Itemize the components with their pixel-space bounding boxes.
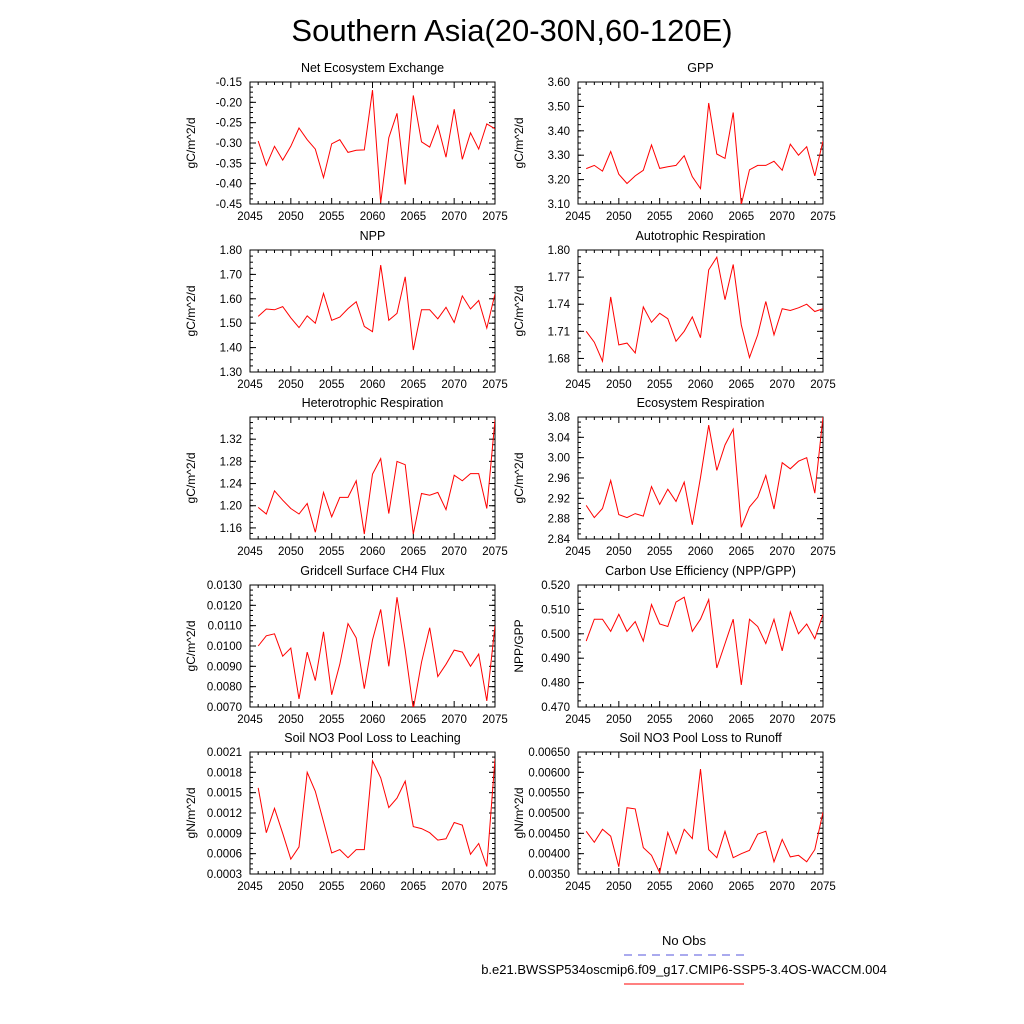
x-tick-label: 2070	[769, 379, 795, 391]
y-tick-label: 0.0130	[206, 580, 242, 592]
y-tick-label: 2.96	[547, 473, 570, 485]
y-tick-label: 1.68	[547, 353, 570, 366]
x-tick-label: 2055	[318, 714, 345, 726]
x-tick-label: 2075	[810, 546, 836, 558]
y-tick-label: 0.00600	[528, 767, 570, 780]
y-tick-label: 1.74	[547, 299, 570, 312]
x-tick-label: 2055	[318, 881, 345, 893]
y-axis-label: gC/m^2/d	[512, 452, 526, 504]
panel-heterotrophic-respiration	[184, 396, 508, 558]
y-tick-label: 1.30	[219, 367, 242, 379]
y-tick-label: 0.0090	[206, 661, 242, 674]
x-tick-label: 2060	[687, 546, 714, 558]
x-tick-label: 2070	[769, 546, 795, 558]
y-tick-label: 3.40	[547, 125, 570, 138]
x-tick-label: 2065	[400, 546, 427, 558]
y-tick-label: 0.0006	[206, 848, 242, 861]
y-tick-label: -0.30	[215, 138, 242, 150]
x-tick-label: 2065	[400, 881, 427, 893]
y-tick-label: -0.15	[215, 77, 242, 89]
x-tick-label: 2075	[810, 379, 836, 391]
y-tick-label: 0.480	[541, 677, 570, 690]
y-tick-label: 1.20	[219, 500, 242, 513]
y-axis-label: NPP/GPP	[512, 619, 526, 673]
y-axis-label: gN/m^2/d	[512, 787, 526, 839]
plot-frame	[578, 585, 823, 707]
x-tick-label: 2075	[482, 211, 508, 223]
y-tick-label: 3.00	[547, 452, 570, 465]
x-tick-label: 2050	[606, 379, 632, 391]
y-tick-label: 0.0021	[206, 747, 242, 759]
y-tick-label: 1.80	[547, 245, 570, 257]
plot-frame	[578, 250, 823, 372]
y-tick-label: 0.0009	[206, 828, 242, 841]
legend-case-label: b.e21.BWSSP534oscmip6.f09_g17.CMIP6-SSP5-3.4OS-WACCM.004	[481, 962, 887, 977]
x-tick-label: 2055	[646, 546, 673, 558]
x-tick-label: 2050	[278, 714, 304, 726]
x-tick-label: 2055	[646, 714, 673, 726]
x-tick-label: 2050	[278, 211, 304, 223]
y-tick-label: 1.24	[219, 478, 242, 491]
x-tick-label: 2050	[606, 881, 632, 893]
x-tick-label: 2065	[728, 881, 755, 893]
plot-frame	[250, 752, 495, 874]
x-tick-label: 2050	[278, 881, 304, 893]
y-tick-label: 0.470	[541, 702, 570, 714]
x-tick-label: 2070	[441, 379, 467, 391]
x-tick-label: 2055	[318, 546, 345, 558]
x-tick-label: 2055	[318, 211, 345, 223]
y-tick-label: 0.00550	[528, 787, 570, 800]
series-line	[258, 759, 495, 867]
series-line	[258, 90, 495, 203]
x-tick-label: 2070	[441, 881, 467, 893]
x-tick-label: 2065	[728, 714, 755, 726]
y-axis-label: gN/m^2/d	[184, 787, 198, 839]
x-tick-label: 2045	[237, 379, 263, 391]
x-tick-label: 2045	[565, 714, 591, 726]
y-tick-label: -0.35	[215, 158, 242, 171]
plot-frame	[250, 585, 495, 707]
y-axis-label: gC/m^2/d	[184, 285, 198, 337]
y-tick-label: 0.520	[541, 580, 570, 592]
y-tick-label: 2.88	[547, 513, 570, 526]
x-tick-label: 2060	[359, 379, 386, 391]
y-tick-label: 0.00500	[528, 808, 570, 820]
panel-ecosystem-respiration	[512, 396, 836, 558]
panel-npp	[184, 229, 508, 391]
x-tick-label: 2045	[565, 881, 591, 893]
y-tick-label: 1.16	[219, 522, 242, 535]
y-tick-label: 0.510	[541, 604, 570, 617]
panels-container	[184, 61, 836, 893]
x-tick-label: 2045	[565, 211, 591, 223]
x-tick-label: 2055	[646, 379, 673, 391]
y-axis-label: gC/m^2/d	[184, 117, 198, 169]
y-tick-label: 3.20	[547, 174, 570, 187]
x-tick-label: 2065	[728, 546, 755, 558]
panel-title: Ecosystem Respiration	[636, 396, 765, 410]
x-tick-label: 2050	[606, 546, 632, 558]
x-tick-label: 2045	[565, 546, 591, 558]
legend-obs-label: No Obs	[661, 933, 707, 948]
x-tick-label: 2075	[482, 881, 508, 893]
x-tick-label: 2070	[441, 714, 467, 726]
plot-frame	[250, 250, 495, 372]
x-tick-label: 2075	[810, 714, 836, 726]
panel-gridcell-surface-ch4-flux	[184, 564, 508, 726]
x-tick-label: 2050	[606, 714, 632, 726]
x-tick-label: 2060	[359, 881, 386, 893]
panel-soil-no3-pool-loss-to-leaching	[184, 731, 508, 893]
y-tick-label: 0.0018	[206, 767, 242, 780]
y-tick-label: 1.50	[219, 318, 242, 331]
y-tick-label: -0.45	[215, 199, 242, 211]
y-tick-label: 0.0003	[206, 869, 242, 881]
x-tick-label: 2070	[441, 546, 467, 558]
y-tick-label: 1.32	[219, 434, 242, 447]
y-tick-label: 3.50	[547, 101, 570, 114]
y-tick-label: -0.40	[215, 178, 242, 191]
y-tick-label: 0.00450	[528, 828, 570, 841]
y-tick-label: 0.490	[541, 653, 570, 666]
y-tick-label: 0.0120	[206, 600, 242, 613]
y-tick-label: 0.0070	[206, 702, 242, 714]
x-tick-label: 2065	[400, 379, 427, 391]
panel-title: Soil NO3 Pool Loss to Leaching	[284, 731, 461, 745]
x-tick-label: 2065	[728, 379, 755, 391]
x-tick-label: 2075	[810, 211, 836, 223]
figure-title: Southern Asia(20-30N,60-120E)	[291, 13, 733, 48]
series-line	[586, 597, 823, 685]
y-tick-label: 0.0100	[206, 641, 242, 653]
x-tick-label: 2060	[687, 881, 714, 893]
series-line	[586, 769, 823, 873]
x-tick-label: 2075	[482, 714, 508, 726]
y-tick-label: 0.0110	[207, 620, 242, 633]
plot-frame	[250, 82, 495, 204]
panel-carbon-use-efficiency-npp-gpp	[512, 564, 836, 726]
x-tick-label: 2045	[237, 211, 263, 223]
panel-autotrophic-respiration	[512, 229, 836, 391]
panel-net-ecosystem-exchange	[184, 61, 508, 223]
y-tick-label: 1.71	[547, 326, 570, 339]
panel-title: Heterotrophic Respiration	[301, 396, 444, 410]
y-axis-label: gC/m^2/d	[184, 452, 198, 504]
x-tick-label: 2050	[278, 546, 304, 558]
x-tick-label: 2050	[606, 211, 632, 223]
panel-title: Soil NO3 Pool Loss to Runoff	[619, 731, 782, 745]
y-tick-label: 3.08	[547, 412, 570, 424]
x-tick-label: 2050	[278, 379, 304, 391]
panel-gpp	[512, 61, 836, 223]
y-tick-label: -0.20	[215, 97, 242, 110]
panel-title: Gridcell Surface CH4 Flux	[300, 564, 445, 578]
y-tick-label: 0.500	[541, 628, 570, 641]
panel-title: Net Ecosystem Exchange	[300, 61, 445, 75]
x-tick-label: 2060	[687, 211, 714, 223]
x-tick-label: 2045	[237, 881, 263, 893]
x-tick-label: 2060	[359, 211, 386, 223]
series-line	[586, 417, 823, 527]
y-tick-label: 2.84	[547, 534, 570, 546]
x-tick-label: 2070	[769, 211, 795, 223]
y-tick-label: 0.00350	[528, 869, 570, 881]
x-tick-label: 2055	[318, 379, 345, 391]
x-tick-label: 2045	[237, 714, 263, 726]
x-tick-label: 2055	[646, 881, 673, 893]
series-line	[258, 597, 495, 709]
y-tick-label: -0.25	[215, 117, 242, 130]
x-tick-label: 2070	[441, 211, 467, 223]
y-tick-label: 1.77	[547, 272, 570, 285]
y-tick-label: 1.80	[219, 245, 242, 257]
x-tick-label: 2060	[687, 714, 714, 726]
y-tick-label: 3.04	[547, 432, 570, 445]
x-tick-label: 2055	[646, 211, 673, 223]
y-tick-label: 3.10	[547, 199, 570, 211]
y-tick-label: 3.30	[547, 150, 570, 163]
series-line	[258, 265, 495, 350]
legend	[481, 933, 887, 984]
x-tick-label: 2075	[810, 881, 836, 893]
y-tick-label: 1.40	[219, 342, 242, 355]
y-tick-label: 0.00650	[528, 747, 570, 759]
y-tick-label: 0.00400	[528, 848, 570, 861]
x-tick-label: 2045	[565, 379, 591, 391]
x-tick-label: 2065	[728, 211, 755, 223]
y-tick-label: 2.92	[547, 493, 570, 506]
panel-soil-no3-pool-loss-to-runoff	[512, 731, 836, 893]
y-axis-label: gC/m^2/d	[184, 620, 198, 672]
x-tick-label: 2075	[482, 546, 508, 558]
y-tick-label: 0.0012	[206, 808, 242, 820]
panel-title: GPP	[687, 61, 714, 75]
x-tick-label: 2060	[687, 379, 714, 391]
x-tick-label: 2070	[769, 714, 795, 726]
y-tick-label: 0.0080	[206, 681, 242, 694]
x-tick-label: 2060	[359, 546, 386, 558]
y-tick-label: 0.0015	[206, 787, 242, 800]
y-axis-label: gC/m^2/d	[512, 117, 526, 169]
x-tick-label: 2065	[400, 211, 427, 223]
y-tick-label: 1.60	[219, 293, 242, 306]
x-tick-label: 2060	[359, 714, 386, 726]
series-line	[586, 103, 823, 205]
panel-title: NPP	[359, 229, 386, 243]
x-tick-label: 2075	[482, 379, 508, 391]
x-tick-label: 2045	[237, 546, 263, 558]
y-tick-label: 1.28	[219, 456, 242, 469]
series-line	[586, 257, 823, 361]
y-tick-label: 1.70	[219, 269, 242, 282]
panel-title: Autotrophic Respiration	[635, 229, 766, 243]
y-tick-label: 3.60	[547, 77, 570, 89]
x-tick-label: 2065	[400, 714, 427, 726]
y-axis-label: gC/m^2/d	[512, 285, 526, 337]
series-line	[258, 420, 495, 534]
x-tick-label: 2070	[769, 881, 795, 893]
panel-title: Carbon Use Efficiency (NPP/GPP)	[605, 564, 796, 578]
